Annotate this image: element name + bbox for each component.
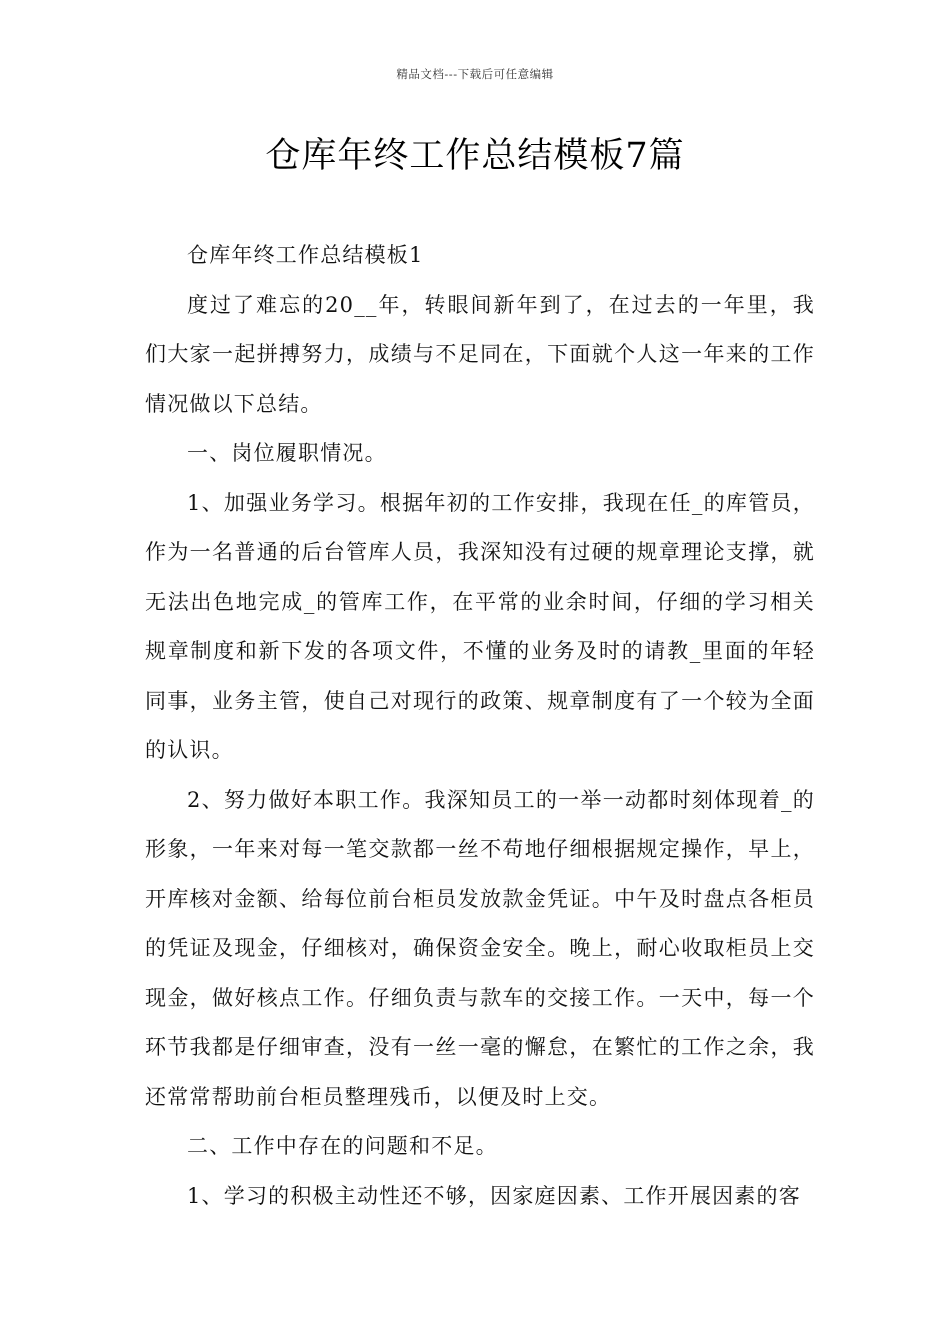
document-title: 仓库年终工作总结模板7篇 (265, 136, 685, 176)
body-paragraph: 1、学习的积极主动性还不够，因家庭因素、工作开展因素的客 (187, 1183, 801, 1208)
header-note: 精品文档---下载后可任意编辑 (396, 67, 554, 81)
body-paragraph: 度过了难忘的20__年，转眼间新年到了，在过去的一年里，我们大家一起拼搏努力，成绩与不足同在，下面就个人这一年来的工作情况做以下总结。 (145, 292, 815, 416)
section-heading: 仓库年终工作总结模板1 (187, 243, 424, 267)
section-heading: 二、工作中存在的问题和不足。 (187, 1134, 498, 1158)
section-heading: 一、岗位履职情况。 (187, 441, 387, 465)
body-paragraph: 2、努力做好本职工作。我深知员工的一举一动都时刻体现着_的形象，一年来对每一笔交款都一丝不苟地仔细根据规定操作，早上，开库核对金额、给每位前台柜员发放款金凭证。中午及时盘点各柜员的凭证及现金，仔细核对，确保资金安全。晚上，耐心收取柜员上交现金，做好核点工作。仔细负责与款车的交接工作。一天中，每一个环节我都是仔细审查，没有一丝一毫的懈怠，在繁忙的工作之余，我还常常帮助前台柜员整理残币，以便及时上交。 (145, 787, 815, 1109)
body-paragraph: 1、加强业务学习。根据年初的工作安排，我现在任_的库管员，作为一名普通的后台管库人员，我深知没有过硬的规章理论支撑，就无法出色地完成_的管库工作，在平常的业余时间，仔细的学习相关规章制度和新下发的各项文件，不懂的业务及时的请教_里面的年轻同事，业务主管，使自己对现行的政策、规章制度有了一个较为全面的认识。 (145, 490, 815, 762)
document-body (145, 231, 815, 1221)
